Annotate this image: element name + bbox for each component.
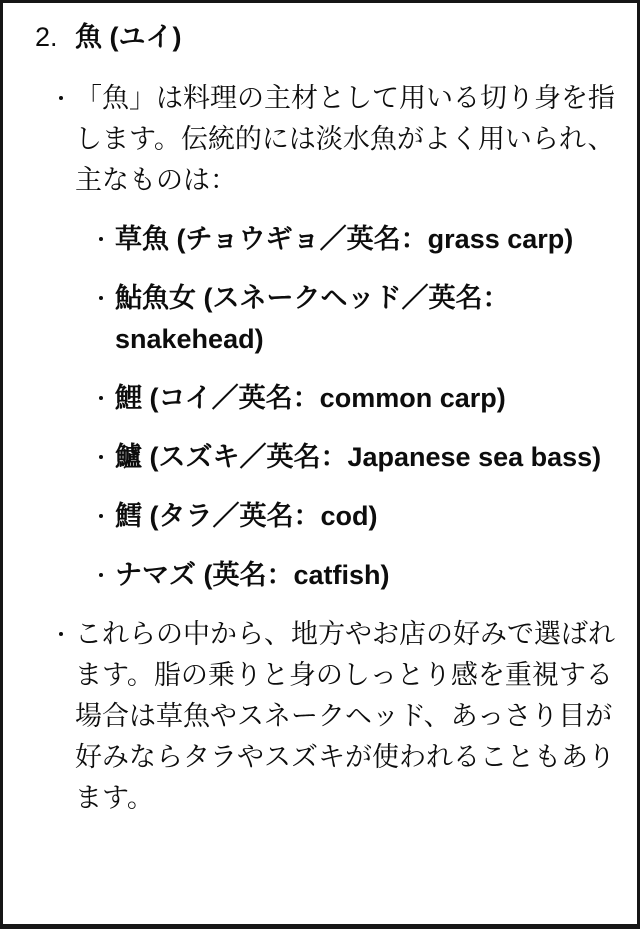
bullet-icon	[99, 396, 103, 400]
bullet-icon	[99, 455, 103, 459]
fish-item-text: ナマズ (英名：catfish)	[115, 560, 390, 590]
fish-item-text: 鯉 (コイ／英名：common carp)	[115, 383, 506, 413]
bullet-icon	[59, 96, 63, 100]
outro-text: これらの中から、地方やお店の好みで選ばれます。脂の乗りと身のしっとり感を重視する場合は草魚やスネークヘッド、あっさり目が好みならタラやスズキが使われることもあります。	[75, 619, 615, 813]
list-item-heading	[35, 17, 617, 58]
fish-item-text: 鱈 (タラ／英名：cod)	[115, 501, 378, 531]
list-item-cod	[115, 496, 617, 537]
list-item-common-carp	[115, 378, 617, 419]
fish-item-text: 鮎魚女 (スネークヘッド／英名：snakehead)	[115, 283, 510, 354]
bullet-icon	[59, 632, 63, 636]
intro-text: 「魚」は料理の主材として用いる切り身を指します。伝統的には淡水魚がよく用いられ、主なものは：	[75, 83, 615, 195]
fish-list	[75, 219, 617, 596]
bullet-list	[35, 78, 617, 819]
bullet-icon	[99, 237, 103, 241]
bullet-icon	[99, 296, 103, 300]
bullet-icon	[99, 514, 103, 518]
list-item-outro	[75, 614, 617, 819]
section-title: 魚 (ユイ)	[75, 22, 182, 52]
list-item-catfish	[115, 555, 617, 596]
fish-item-text: 草魚 (チョウギョ／英名：grass carp)	[115, 224, 574, 254]
bullet-icon	[99, 573, 103, 577]
list-item-snakehead	[115, 278, 617, 360]
list-item-intro	[75, 78, 617, 596]
list-number: 2.	[35, 22, 58, 52]
fish-item-text: 鱸 (スズキ／英名：Japanese sea bass)	[115, 442, 602, 472]
list-item-grass-carp	[115, 219, 617, 260]
list-item-sea-bass	[115, 437, 617, 478]
